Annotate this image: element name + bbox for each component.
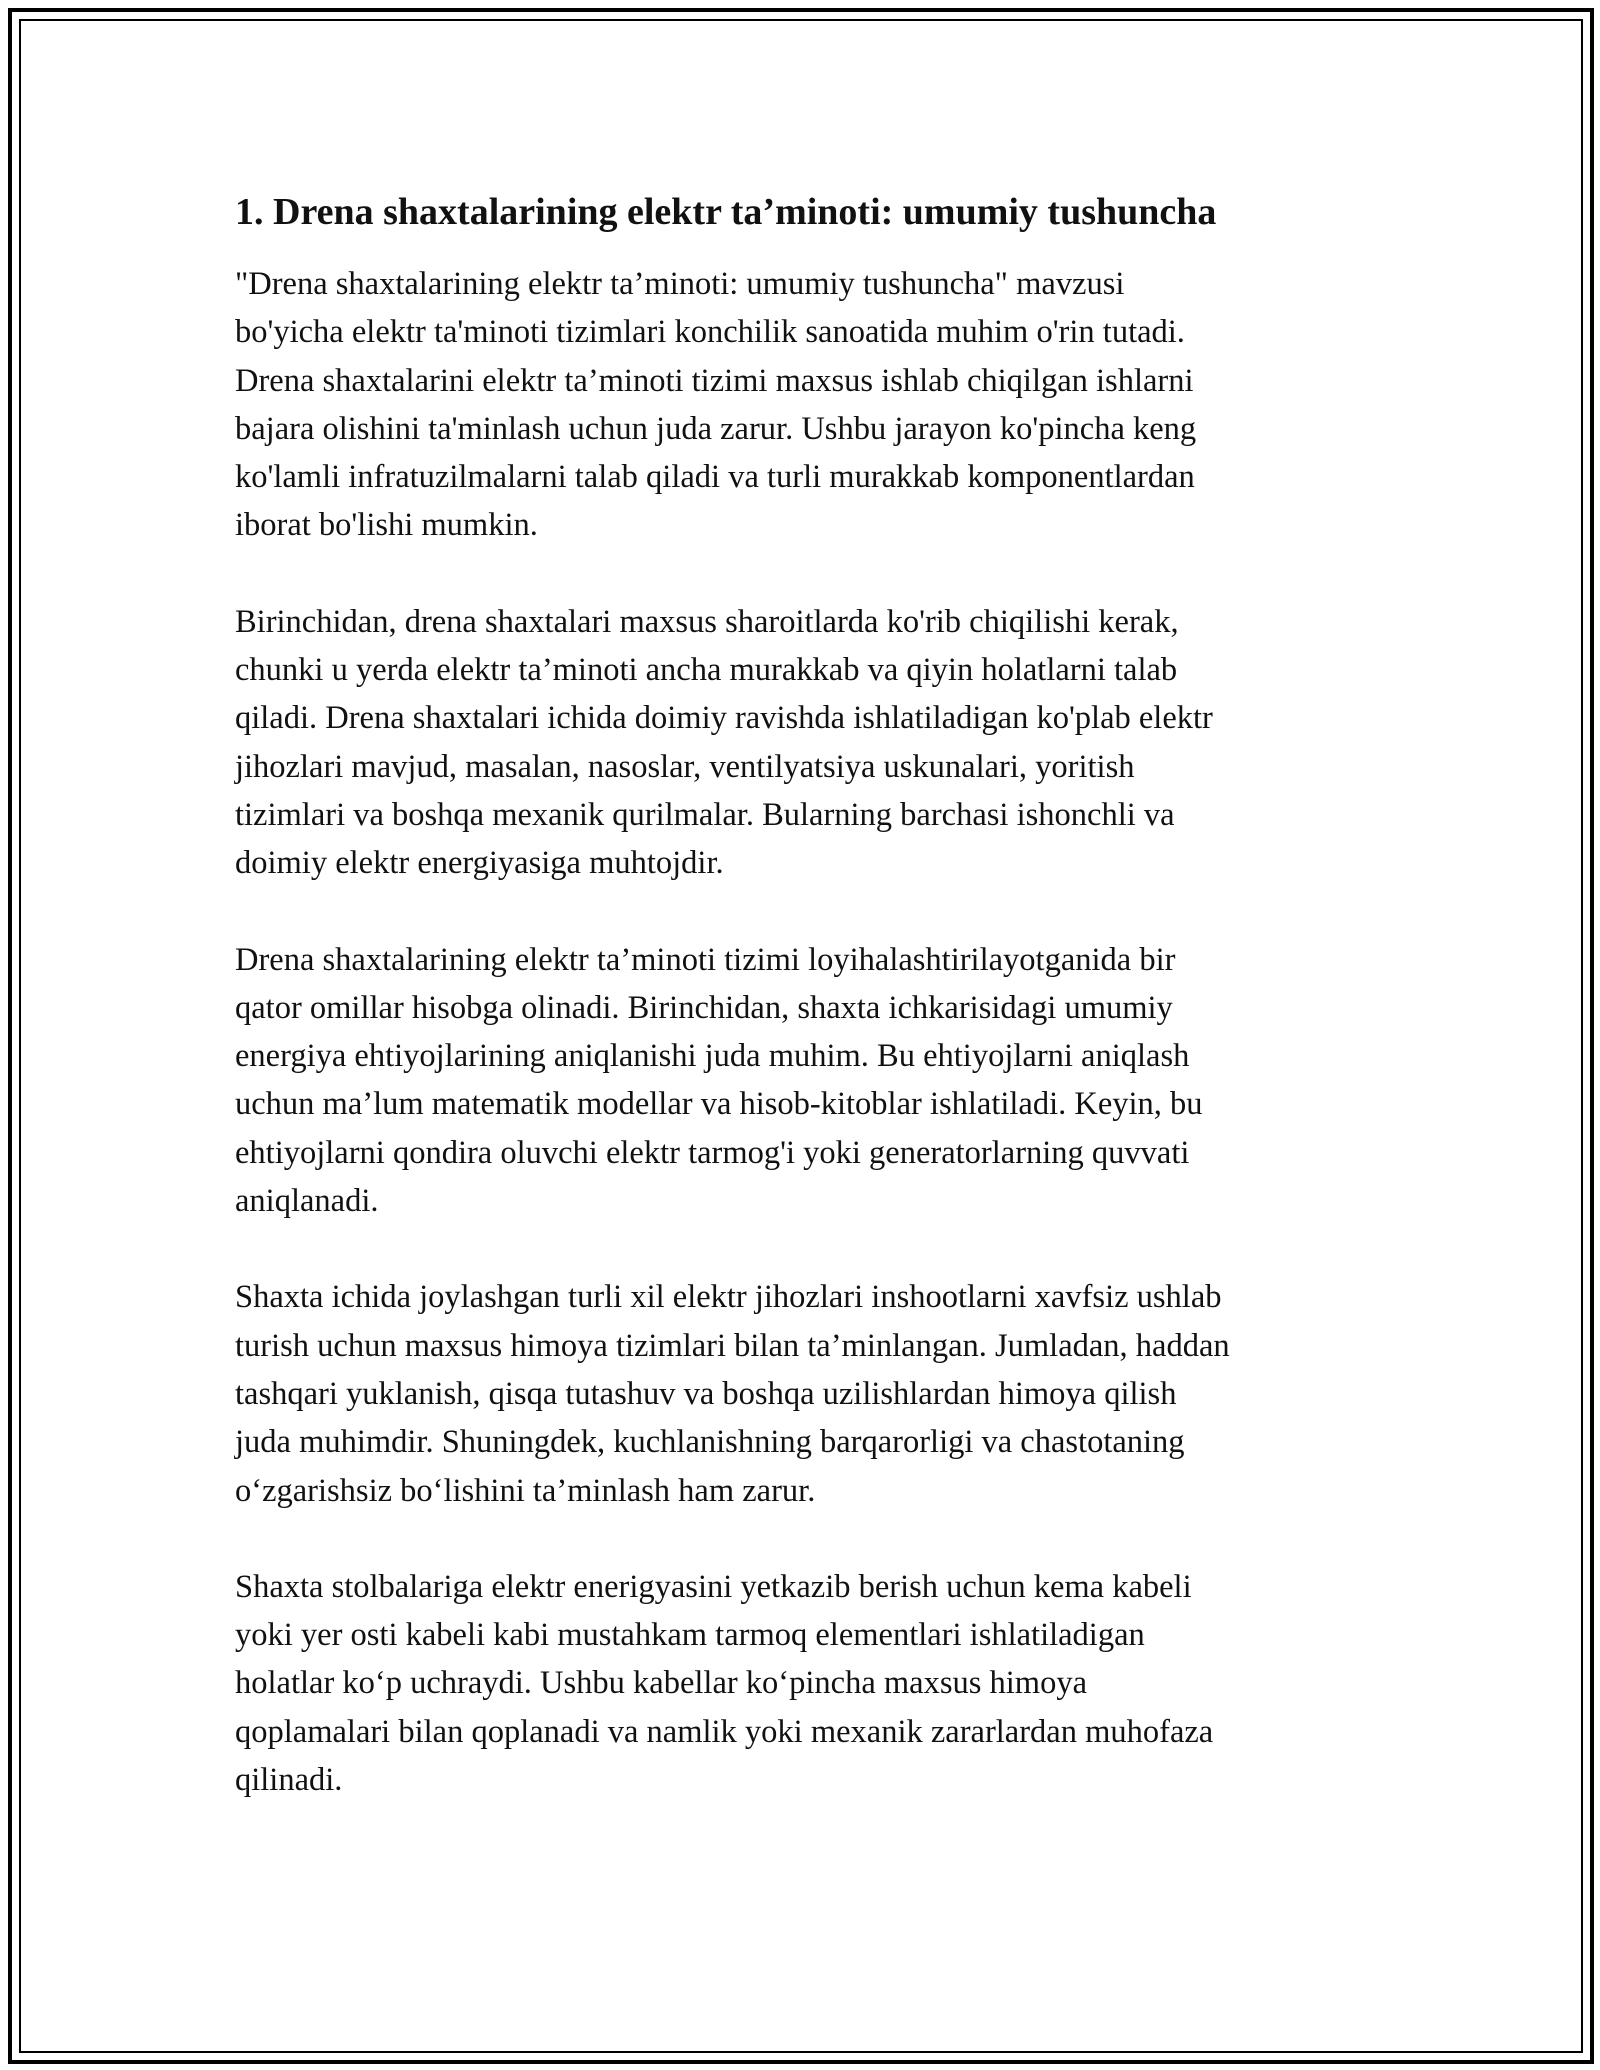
paragraph-line: ko'lamli infratuzilmalarni talab qiladi va turli murakkab komponentlardan xyxy=(235,459,1195,496)
paragraph-line: jihozlari mavjud, masalan, nasoslar, ventilyatsiya uskunalari, yoritish xyxy=(235,748,1135,785)
paragraph-line: qilinadi. xyxy=(235,1762,343,1799)
paragraph-line: holatlar ko‘p uchraydi. Ushbu kabellar ko‘pincha maxsus himoya xyxy=(235,1665,1087,1702)
paragraph-line: Drena shaxtalarining elektr ta’minoti tizimi loyihalashtirilayotganida bir xyxy=(235,941,1176,978)
paragraph-line: juda muhimdir. Shuningdek, kuchlanishning barqarorligi va chastotaning xyxy=(235,1424,1185,1461)
paragraph-line: Shaxta ichida joylashgan turli xil elektr jihozlari inshootlarni xavfsiz ushlab xyxy=(235,1279,1222,1316)
paragraph-line: bo'yicha elektr ta'minoti tizimlari konchilik sanoatida muhim o'rin tutadi. xyxy=(235,314,1185,351)
paragraph-line: energiya ehtiyojlarining aniqlanishi juda muhim. Bu ehtiyojlarni aniqlash xyxy=(235,1038,1190,1075)
paragraph-3 xyxy=(235,936,1385,1226)
paragraph-4 xyxy=(235,1273,1385,1514)
paragraph-line: qoplamalari bilan qoplanadi va namlik yoki mexanik zararlardan muhofaza xyxy=(235,1713,1214,1750)
paragraph-line: Drena shaxtalarini elektr ta’minoti tizimi maxsus ishlab chiqilgan ishlarni xyxy=(235,362,1194,399)
paragraph-line: ehtiyojlarni qondira oluvchi elektr tarmog'i yoki generatorlarning quvvati xyxy=(235,1134,1190,1171)
paragraph-line: chunki u yerda elektr ta’minoti ancha murakkab va qiyin holatlarni talab xyxy=(235,652,1178,689)
paragraph-line: qiladi. Drena shaxtalari ichida doimiy ravishda ishlatiladigan ko'plab elektr xyxy=(235,700,1213,737)
paragraph-line: doimiy elektr energiyasiga muhtojdir. xyxy=(235,845,724,882)
paragraph-line: bajara olishini ta'minlash uchun juda zarur. Ushbu jarayon ko'pincha keng xyxy=(235,410,1197,447)
paragraph-line: "Drena shaxtalarining elektr ta’minoti: umumiy tushuncha" mavzusi xyxy=(235,266,1125,302)
document-body xyxy=(235,186,1385,1852)
paragraph-line: aniqlanadi. xyxy=(235,1183,379,1220)
paragraph-line: o‘zgarishsiz bo‘lishini ta’minlash ham zarur. xyxy=(235,1472,816,1509)
paragraph-line: Birinchidan, drena shaxtalari maxsus sharoitlarda ko'rib chiqilishi kerak, xyxy=(235,603,1179,640)
paragraph-1 xyxy=(235,260,1385,550)
paragraph-5 xyxy=(235,1563,1385,1804)
paragraph-line: turish uchun maxsus himoya tizimlari bilan ta’minlangan. Jumladan, haddan xyxy=(235,1327,1230,1364)
section-heading: 1. Drena shaxtalarining elektr ta’minoti: umumiy tushuncha xyxy=(235,191,1217,233)
paragraph-line: iborat bo'lishi mumkin. xyxy=(235,507,538,544)
paragraph-line: qator omillar hisobga olinadi. Birinchidan, shaxta ichkarisidagi umumiy xyxy=(235,989,1173,1026)
paragraph-line: tizimlari va boshqa mexanik qurilmalar. Bularning barchasi ishonchli va xyxy=(235,796,1175,833)
paragraph-line: Shaxta stolbalariga elektr enerigyasini yetkazib berish uchun kema kabeli xyxy=(235,1568,1192,1605)
paragraph-line: tashqari yuklanish, qisqa tutashuv va boshqa uzilishlardan himoya qilish xyxy=(235,1375,1177,1412)
paragraph-line: yoki yer osti kabeli kabi mustahkam tarmoq elementlari ishlatiladigan xyxy=(235,1617,1145,1654)
paragraph-2 xyxy=(235,598,1385,888)
paragraph-line: uchun ma’lum matematik modellar va hisob-kitoblar ishlatiladi. Keyin, bu xyxy=(235,1086,1203,1123)
